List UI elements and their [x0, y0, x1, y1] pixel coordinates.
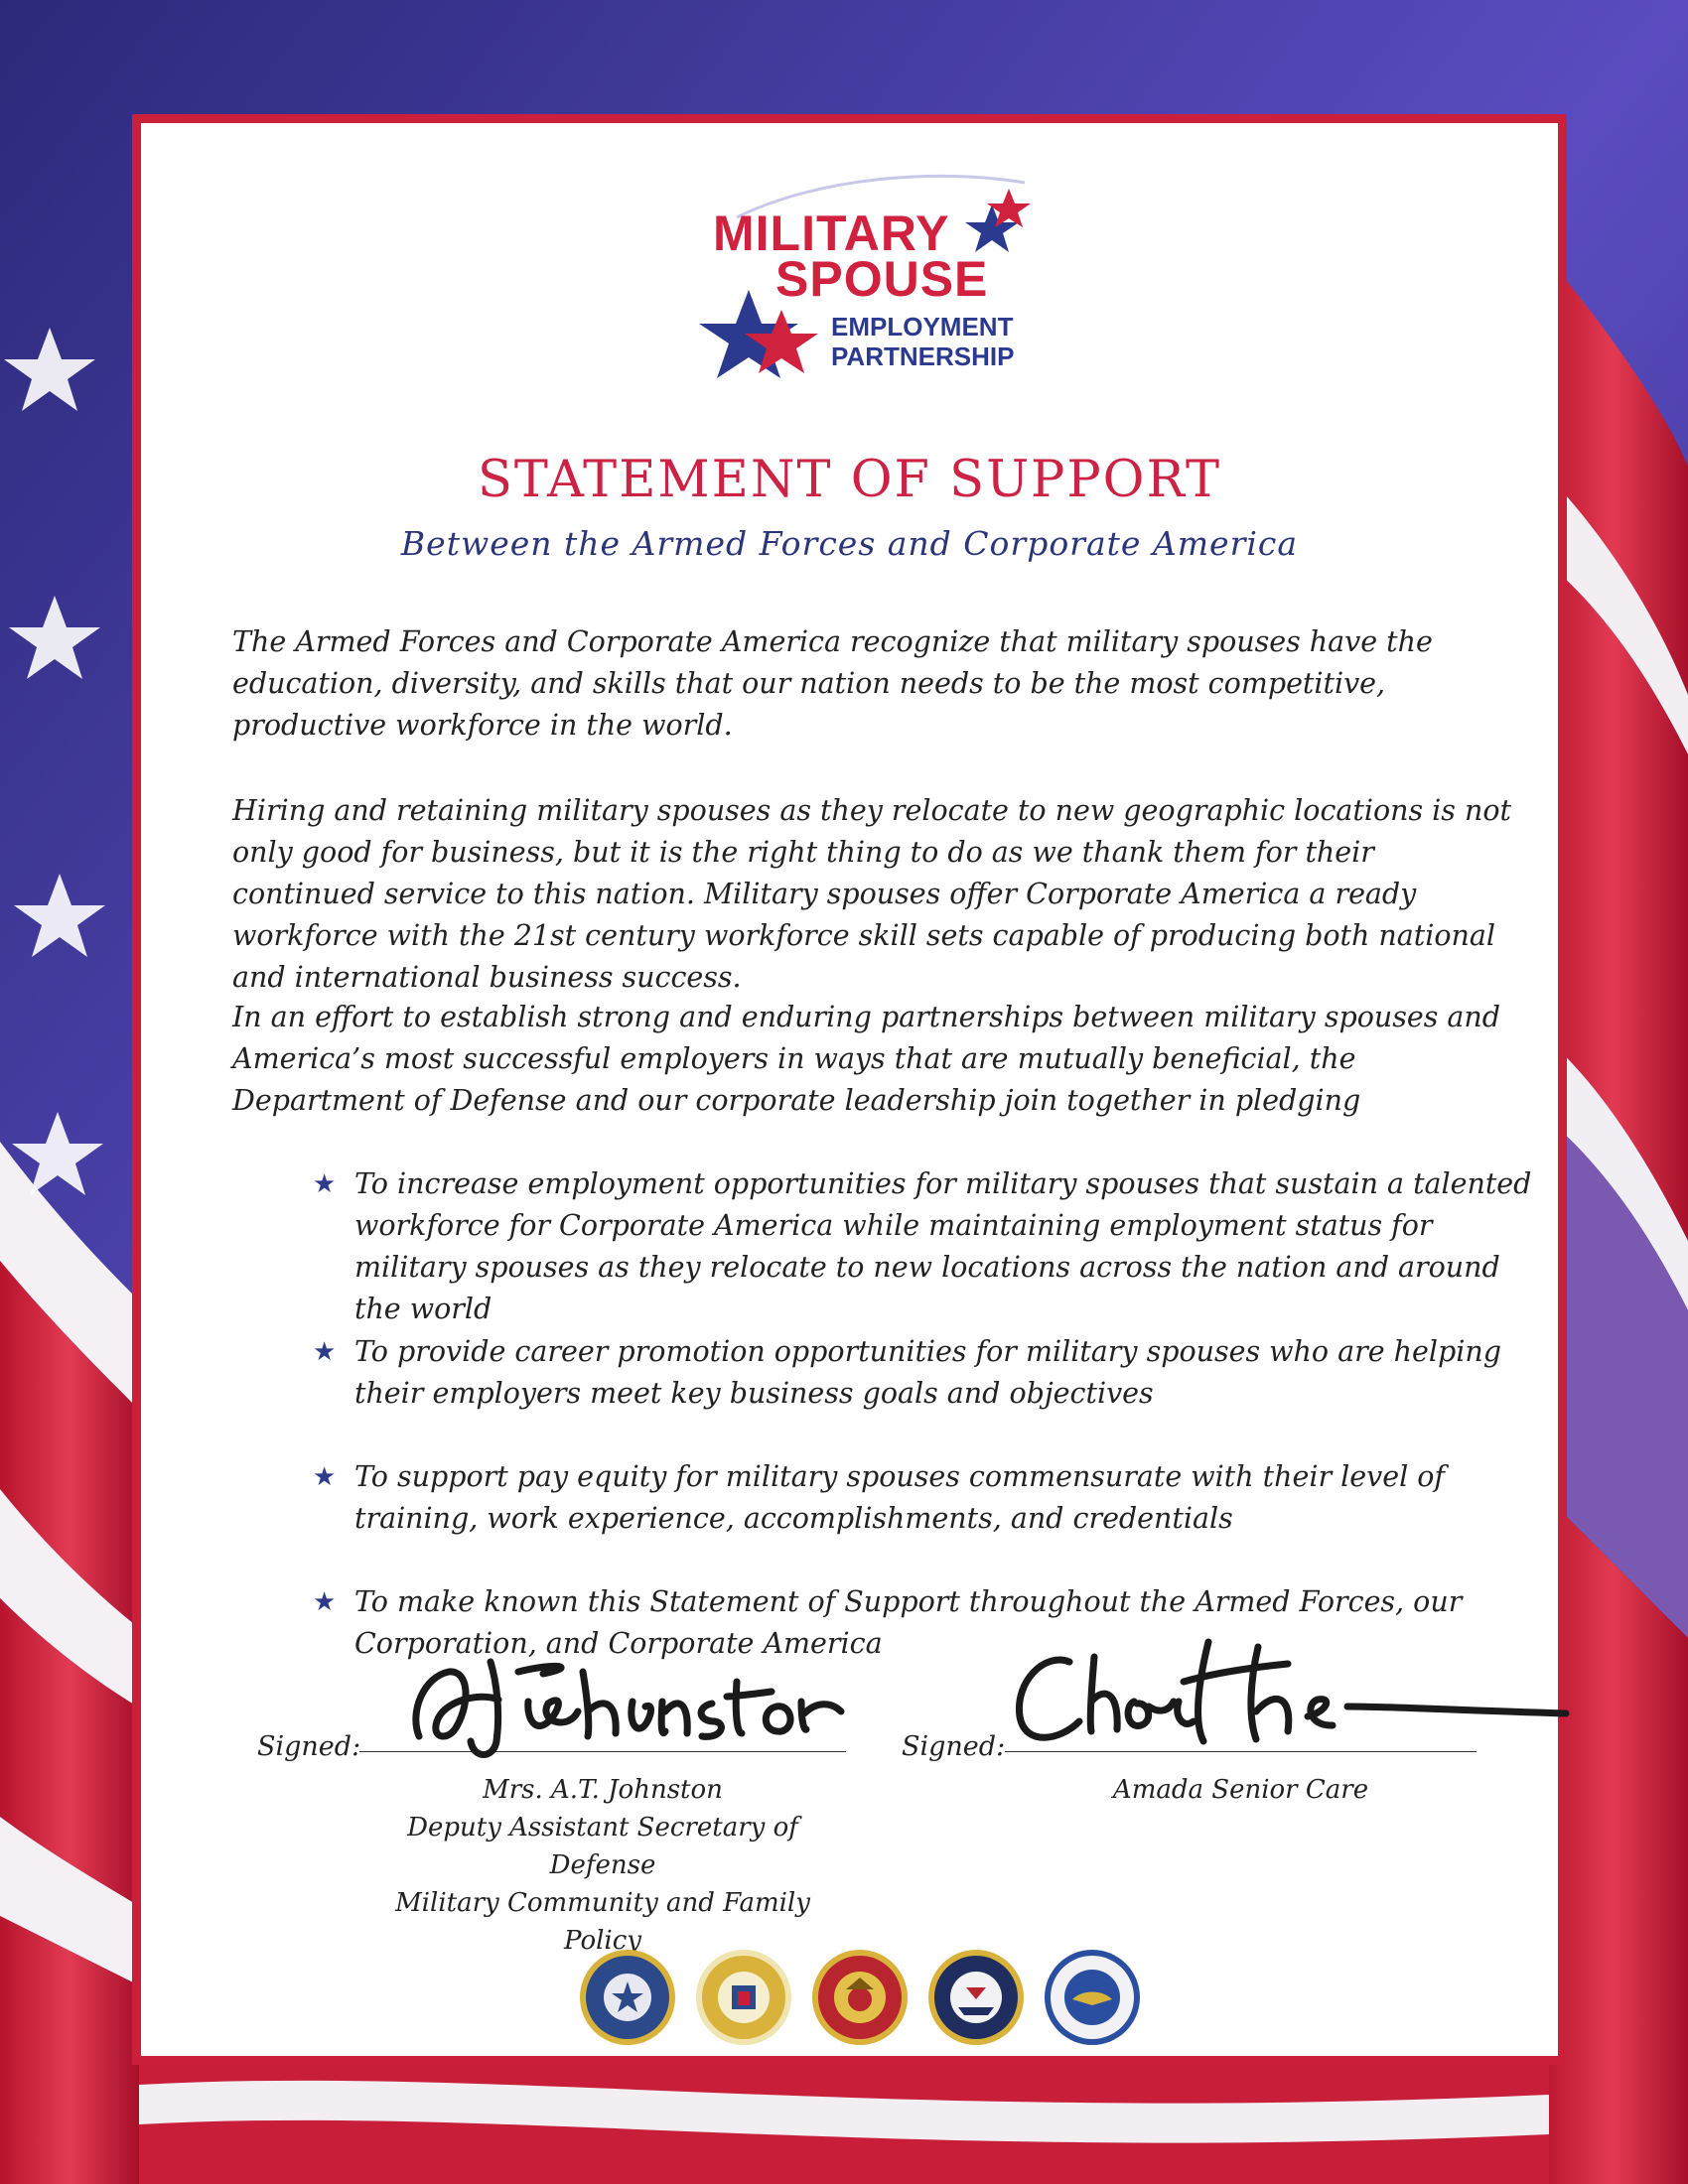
star-icon: ★: [313, 1169, 337, 1199]
signed-label-right: Signed:: [902, 1731, 1006, 1762]
department-of-the-navy-seal: [926, 1948, 1026, 2047]
star-icon: ★: [313, 1337, 337, 1367]
service-seals-row: [578, 1948, 1144, 2057]
pledge-text: To make known this Statement of Support throughout the Armed Forces, our Corporation, and Corporate America: [354, 1585, 1463, 1660]
document-subtitle: Between the Armed Forces and Corporate America: [400, 524, 1299, 563]
logo-line-spouse: SPOUSE: [775, 251, 989, 307]
signer-left-name: Mrs. A.T. Johnston: [483, 1775, 723, 1805]
pledge-text: To provide career promotion opportunities for military spouses who are helping their employers meet key business goals and objectives: [354, 1335, 1501, 1410]
signer-left-office: Military Community and Family Policy: [395, 1888, 810, 1956]
pledge-text: To support pay equity for military spouses commensurate with their level of training, work experience, accomplishments, and credentials: [354, 1460, 1445, 1535]
department-of-the-air-force-seal: [1043, 1948, 1142, 2047]
logo-line-employment: EMPLOYMENT: [831, 312, 1014, 341]
paragraph-1: The Armed Forces and Corporate America recognize that military spouses have the education, diversity, and skills that our nation needs to be the most competitive, productive workforce in the world.: [232, 625, 1433, 742]
star-icon: ★: [313, 1462, 337, 1492]
signer-right-block: [1005, 1771, 1477, 1809]
signer-left-block: [359, 1771, 846, 1960]
pledge-item: [313, 1456, 1536, 1540]
signed-label-left: Signed:: [257, 1731, 361, 1762]
logo-line-military: MILITARY: [713, 205, 950, 261]
pledge-item: [313, 1163, 1536, 1330]
signature-johnston: [379, 1642, 846, 1761]
logo-line-partnership: PARTNERSHIP: [831, 341, 1015, 371]
signer-right-name: Amada Senior Care: [1112, 1775, 1369, 1805]
paragraph-2: Hiring and retaining military spouses as they relocate to new geographic locations is not only good for business, but it is the right thing to do as we thank them for their continued service to this nation. Military spouses offer Corporate America a ready workforce with the 21st century workforce skill sets capable of producing both national and international business success.: [232, 794, 1511, 994]
department-of-the-army-seal: [694, 1948, 793, 2047]
military-spouse-employment-partnership-logo: [697, 173, 1035, 381]
pledge-text: To increase employment opportunities for military spouses that sustain a talented workforce for Corporate America while maintaining employment status for military spouses as they relocate to new locations across the nation and around the world: [354, 1167, 1532, 1325]
paragraph-3: In an effort to establish strong and enduring partnerships between military spouses and America’s most successful employers in ways that are mutually beneficial, the Department of Defense and our corporate leadership join together in pledging: [232, 1001, 1500, 1117]
department-of-the-navy-usmc-seal: [810, 1948, 910, 2047]
signature-amada: [990, 1622, 1576, 1756]
pledge-item: [313, 1331, 1536, 1415]
statement-card: [132, 114, 1567, 2065]
document-title: STATEMENT OF SUPPORT: [477, 451, 1222, 509]
department-of-defense-seal: [578, 1948, 677, 2047]
star-icon: ★: [313, 1587, 337, 1617]
signer-left-title: Deputy Assistant Secretary of Defense: [407, 1813, 798, 1880]
